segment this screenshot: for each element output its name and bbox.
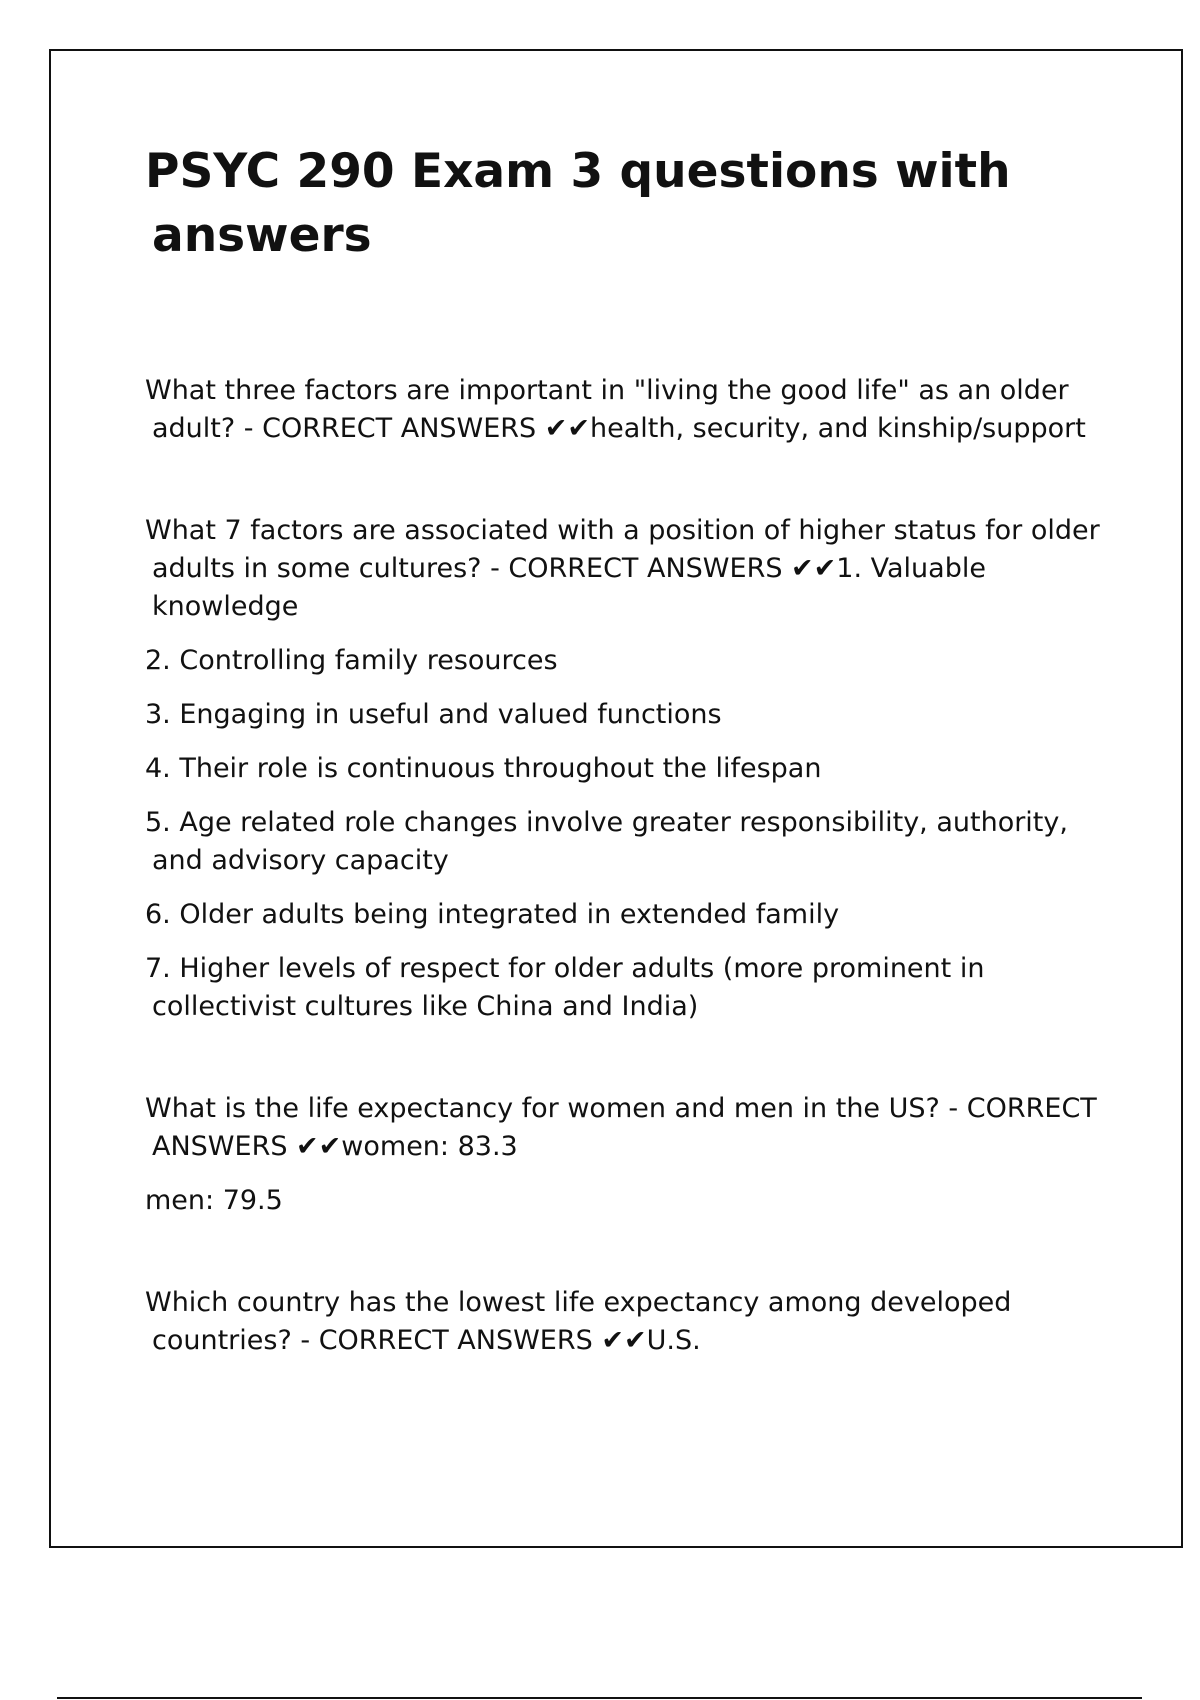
answer-line: 4. Their role is continuous throughout the lifespan <box>145 753 822 784</box>
footer-divider <box>57 1697 1142 1699</box>
answer-line: 3. Engaging in useful and valued functions <box>145 699 722 730</box>
answer-line: 6. Older adults being integrated in extended family <box>145 899 840 930</box>
qa-item <box>145 1090 1105 1220</box>
qa-item <box>145 1284 1105 1360</box>
answer-line: 7. Higher levels of respect for older adults (more prominent in collectivist cultures like China and India) <box>145 953 985 1022</box>
answer-line: 5. Age related role changes involve greater responsibility, authority, and advisory capacity <box>145 807 1068 876</box>
question-text: Which country has the lowest life expectancy among developed countries? - CORRECT ANSWERS ✔✔U.S. <box>145 1287 1012 1356</box>
qa-item <box>145 372 1105 448</box>
question-text: What is the life expectancy for women and men in the US? - CORRECT ANSWERS ✔✔women: 83.3 <box>145 1093 1097 1162</box>
answer-line: 2. Controlling family resources <box>145 645 558 676</box>
qa-list <box>145 372 1105 1360</box>
document-content <box>145 140 1105 1424</box>
question-text: What 7 factors are associated with a position of higher status for older adults in some cultures? - CORRECT ANSWERS ✔✔1. Valuable knowledge <box>145 515 1100 622</box>
question-text: What three factors are important in "living the good life" as an older adult? - CORRECT ANSWERS ✔✔health, security, and kinship/support <box>145 375 1086 444</box>
qa-item <box>145 512 1105 1026</box>
answer-line: men: 79.5 <box>145 1185 283 1216</box>
document-title: PSYC 290 Exam 3 questions with answers <box>145 144 1011 263</box>
